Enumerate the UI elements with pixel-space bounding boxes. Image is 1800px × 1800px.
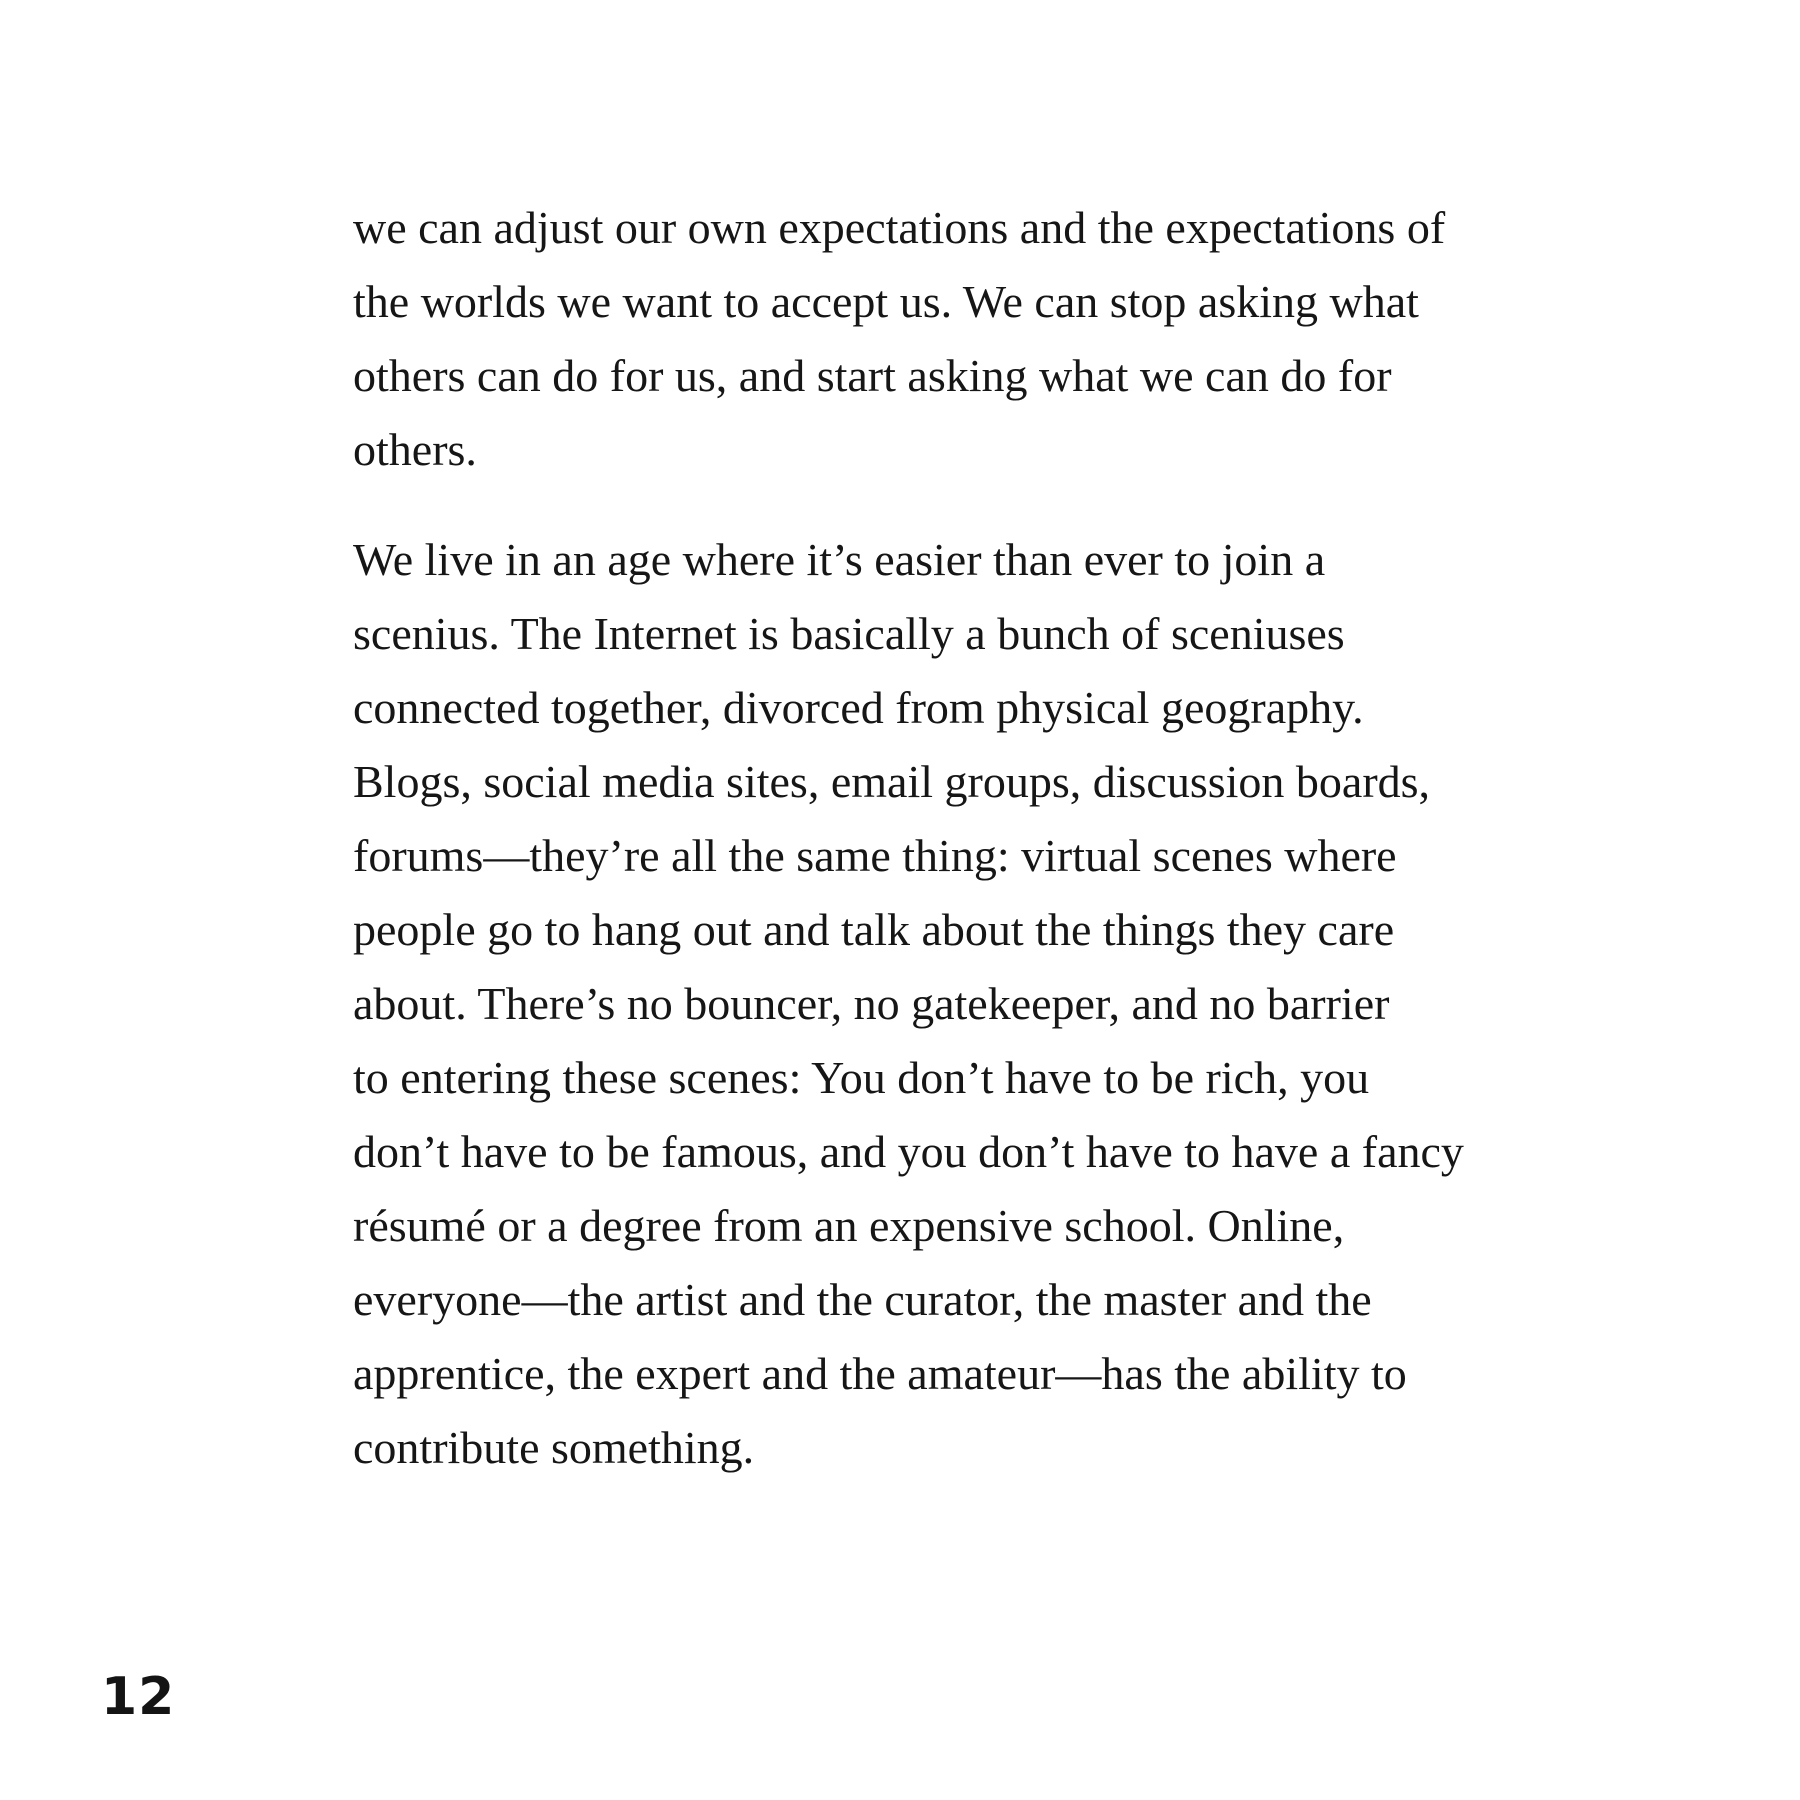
text-line: we can adjust our own expectations and the expectations of <box>353 202 1446 253</box>
text-line: We live in an age where it’s easier than ever to join a <box>353 534 1326 585</box>
text-line: forums—they’re all the same thing: virtual scenes where <box>353 830 1397 881</box>
text-line: connected together, divorced from physical geography. <box>353 682 1364 733</box>
text-line: to entering these scenes: You don’t have to be rich, you <box>353 1052 1370 1103</box>
text-line: résumé or a degree from an expensive school. Online, <box>353 1200 1345 1251</box>
body-text <box>353 191 1464 1485</box>
text-line: others. <box>353 424 477 475</box>
text-line: scenius. The Internet is basically a bunch of sceniuses <box>353 608 1345 659</box>
text-line: apprentice, the expert and the amateur—has the ability to <box>353 1348 1407 1399</box>
text-line: about. There’s no bouncer, no gatekeeper, and no barrier <box>353 978 1390 1029</box>
text-line: others can do for us, and start asking what we can do for <box>353 350 1392 401</box>
text-line: everyone—the artist and the curator, the master and the <box>353 1274 1372 1325</box>
text-line: people go to hang out and talk about the things they care <box>353 904 1395 955</box>
text-line: the worlds we want to accept us. We can stop asking what <box>353 276 1419 327</box>
text-line: contribute something. <box>353 1422 755 1473</box>
paragraph-1 <box>353 191 1464 487</box>
text-line: don’t have to be famous, and you don’t have to have a fancy <box>353 1126 1464 1177</box>
paragraph-2 <box>353 523 1464 1485</box>
page-number: 12 <box>101 1667 176 1727</box>
text-line: Blogs, social media sites, email groups, discussion boards, <box>353 756 1431 807</box>
